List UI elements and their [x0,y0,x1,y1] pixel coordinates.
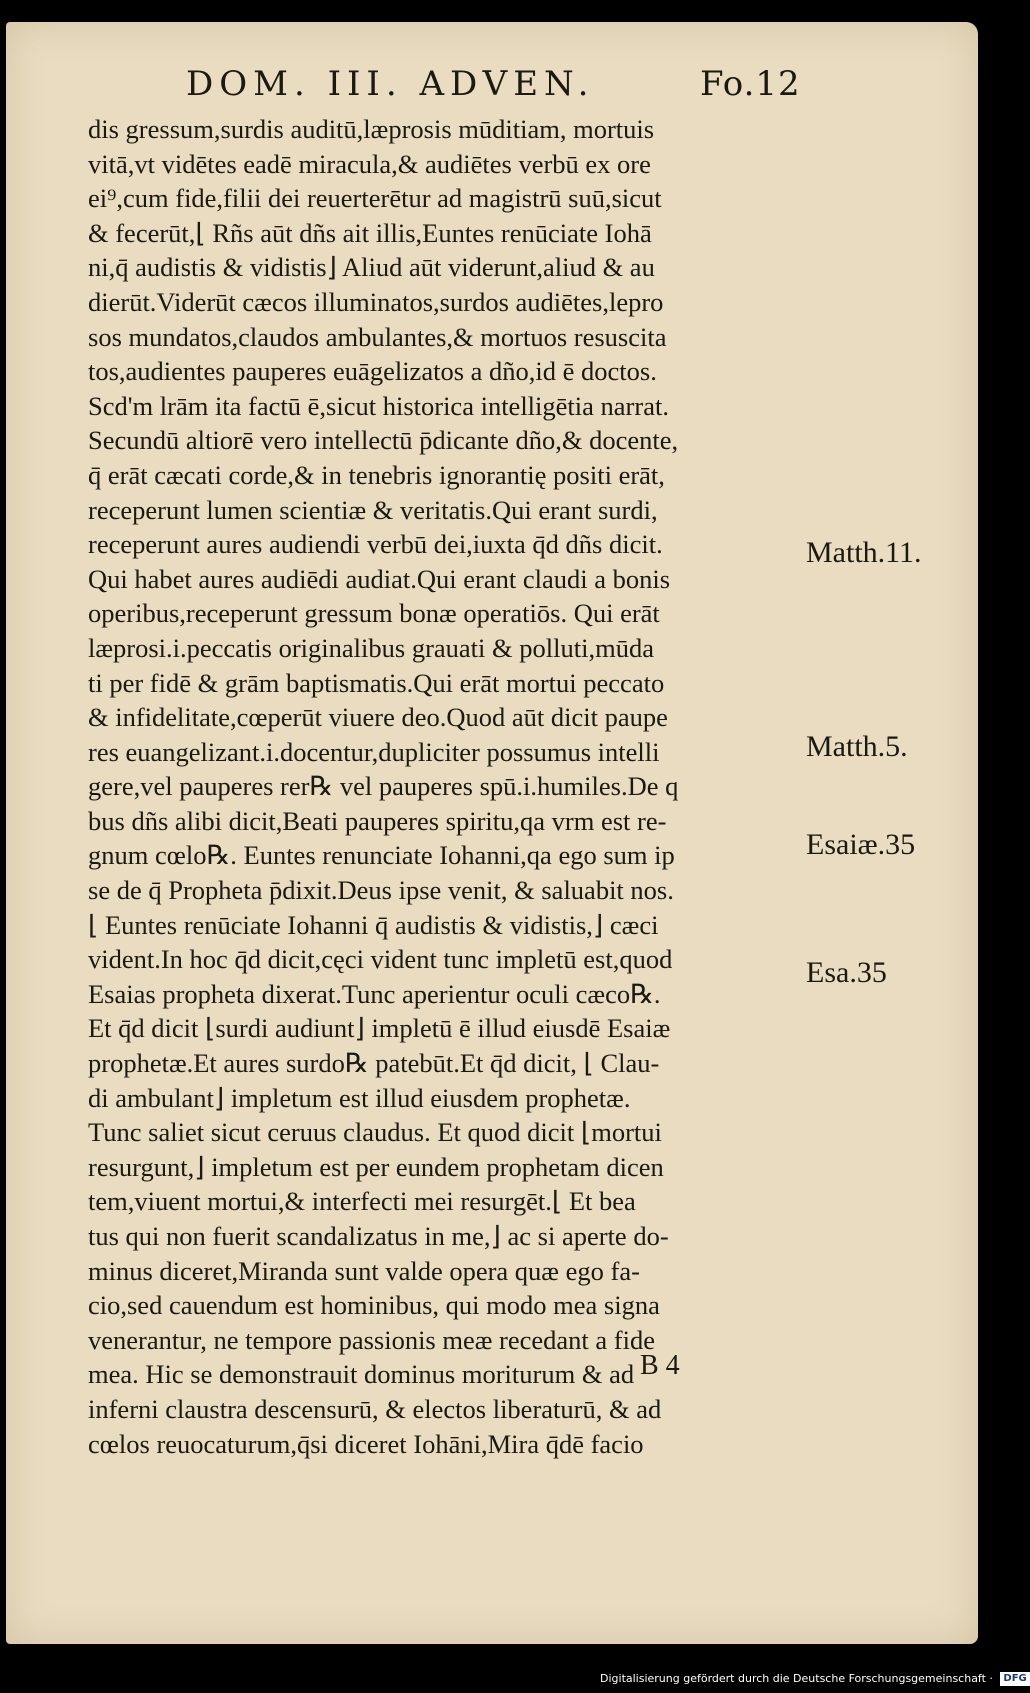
text-line: Secundū altiorē vero intellectū p̄dicante dño,& docente, [88,425,679,456]
text-line: tos,audientes pauperes euāgelizatos a dño,id ē doctos. [88,356,657,387]
text-line: tus qui non fuerit scandalizatus in me,⌋ ac si aperte do- [88,1221,669,1251]
running-title: DOM. III. ADVEN. [186,64,595,104]
margin-note-matth-11: Matth.11. [806,536,922,569]
text-line: dierūt.Viderūt cæcos illuminatos,surdos audiētes,lepro [88,286,664,317]
text-line: vident.In hoc q̄d dicit,cęci vident tunc impletū est,quod [88,944,673,975]
text-line: cœlos reuocaturum,q̄si diceret Iohāni,Mira q̄dē facio [88,1428,644,1459]
text-line: ni,q̄ audistis & vidistis⌋ Aliud aūt viderunt,aliud & au [88,252,655,283]
text-line: ti per fidē & grām baptismatis.Qui erāt mortui peccato [88,667,665,698]
text-line: Scd'm lrām ita factū ē,sicut historica intelligētia narrat. [88,390,669,421]
text-line: gnum cœlo℞. Euntes renunciate Iohanni,qa ego sum ip [88,840,675,871]
body-text [88,112,808,1461]
text-line: se de q̄ Propheta p̄dixit.Deus ipse venit, & saluabit nos. [88,875,674,906]
text-line: tem,viuent mortui,& interfecti mei resurgēt.⌊ Et bea [88,1186,636,1217]
text-line: Tunc saliet sicut ceruus claudus. Et quod dicit ⌊mortui [88,1117,662,1148]
text-line: & infidelitate,cœperūt viuere deo.Quod aūt dicit paupe [88,702,668,733]
text-line: res euangelizant.i.docentur,dupliciter possumus intelli [88,736,660,767]
text-line: læprosi.i.peccatis originalibus grauati & polluti,mūda [88,632,654,663]
margin-note-esaiae-35: Esaiæ.35 [806,828,916,861]
margin-note-matth-5: Matth.5. [806,730,908,763]
text-line: ⌊ Euntes renūciate Iohanni q̄ audistis & vidistis,⌋ cæci [88,909,659,940]
text-line: Qui habet aures audiēdi audiat.Qui erant claudi a bonis [88,563,671,594]
signature-mark: B 4 [640,1350,680,1381]
running-header [186,64,806,114]
text-line: Esaias propheta dixerat.Tunc aperientur oculi cæco℞. [88,978,661,1009]
text-line: ei⁹,cum fide,filii dei reuerterētur ad magistrū suū,sicut [88,183,662,214]
text-line: sos mundatos,claudos ambulantes,& mortuos resuscita [88,321,667,352]
text-line: di ambulant⌋ impletum est illud eiusdem prophetæ. [88,1082,631,1113]
text-line: resurgunt,⌋ impletum est per eundem prophetam dicen [88,1151,664,1182]
text-line: operibus,receperunt gressum bonæ operatiōs. Qui erāt [88,598,660,629]
text-line: bus dñs alibi dicit,Beati pauperes spiritu,qa vrm est re- [88,805,667,836]
text-line: venerantur, ne tempore passionis meæ recedant a fide [88,1324,655,1355]
text-line: prophetæ.Et aures surdo℞ patebūt.Et q̄d dicit, ⌊ Clau- [88,1048,660,1079]
text-line: gere,vel pauperes rer℞ vel pauperes spū.i.humiles.De q [88,771,679,802]
margin-note-esa-35: Esa.35 [806,956,887,989]
text-line: receperunt aures audiendi verbū dei,iuxta q̄d dñs dicit. [88,529,663,560]
text-line: q̄ erāt cæcati corde,& in tenebris ignorantię positi erāt, [88,459,665,490]
digitization-credit [600,1672,1027,1690]
text-line: minus diceret,Miranda sunt valde opera quæ ego fa- [88,1255,640,1286]
credit-text: Digitalisierung gefördert durch die Deutsche Forschungsgemeinschaft · [600,1672,993,1685]
text-line: inferni claustra descensurū, & electos liberaturū, & ad [88,1393,662,1424]
text-line: Et q̄d dicit ⌊surdi audiunt⌋ impletū ē illud eiusdē Esaiæ [88,1013,671,1044]
text-line: cio,sed cauendum est hominibus, qui modo mea signa [88,1290,660,1321]
dfg-logo: DFG [1000,1672,1029,1686]
text-line: vitā,vt vidētes eadē miracula,& audiētes verbū ex ore [88,148,651,179]
text-line: & fecerūt,⌊ Rñs aūt dñs ait illis,Euntes renūciate Iohā [88,217,652,248]
text-line: receperunt lumen scientiæ & veritatis.Qui erant surdi, [88,494,658,525]
text-line: dis gressum,surdis auditū,læprosis mūditiam, mortuis [88,114,655,144]
text-line: mea. Hic se demonstrauit dominus moriturum & ad [88,1359,635,1390]
folio-number: Fo.12 [700,64,801,104]
